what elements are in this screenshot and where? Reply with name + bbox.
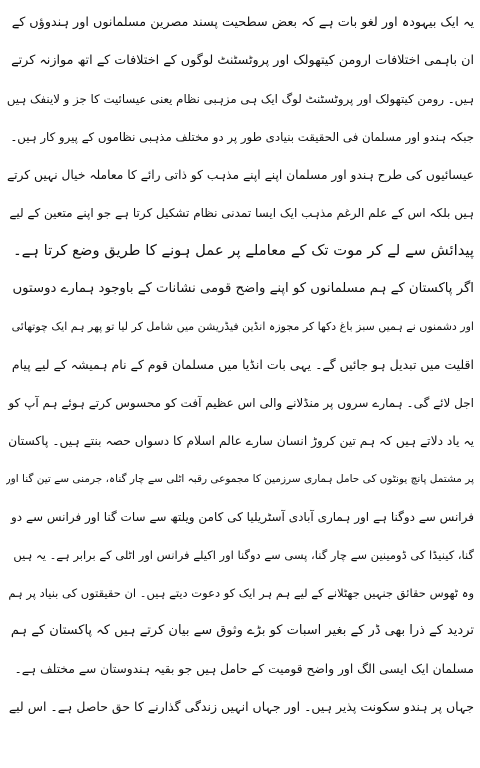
text-line: جبکہ ہندو اور مسلمان فی الحقیقت بنیادی طور پر دو مختلف مذہبی نظاموں کے پیرو کار ہیں۔: [10, 130, 474, 144]
text-line: اجل لائے گی۔ ہمارے سروں پر منڈلانے والی اس عظیم آفت کو محسوس کرتے ہوئے ہم آپ کو: [8, 396, 474, 410]
text-line: یہ ایک بیہودہ اور لغو بات ہے کہ بعض سطحیت پسند مصرین مسلمانوں اور ہندوؤں کے: [11, 15, 474, 30]
text-line: یہ یاد دلاتے ہیں کہ ہم تین کروڑ انسان سارے عالم اسلام کا دسواں حصہ بنتے ہیں۔ پاکستان: [8, 434, 474, 448]
text-line: پر مشتمل پانچ یونٹوں کی حامل ہماری سرزمین کا مجموعی رقبہ اٹلی سے چار گناہ، جرمنی سے تین گنا اور: [6, 473, 474, 485]
text-line: وہ ٹھوس حقائق جنہیں جھٹلانے کے لیے ہم ہر ایک کو دعوت دیتے ہیں۔ ان حقیقتوں کی بنیاد پر ہم: [8, 586, 474, 600]
text-line: ہیں بلکہ اس کے علم الرغم مذہب ایک ایسا تمدنی نظام تشکیل کرتا ہے جو اپنے متعین کے لیے: [9, 206, 474, 220]
text-line: فرانس سے دوگنا ہے اور ہماری آبادی آسٹریلیا کی کامن ویلتھ سے سات گنا اور فرانس سے دو: [11, 510, 474, 524]
text-line: جہاں پر ہندو سکونت پذیر ہیں۔ اور جہاں انہیں زندگی گذارنے کا حق حاصل ہے۔ اس لیے: [8, 699, 474, 714]
paragraph-2: [6, 270, 474, 726]
text-line: مسلمان ایک ایسی الگ اور واضح قومیت کے حامل ہیں جو بقیہ ہندوستان سے مختلف ہے۔: [14, 662, 474, 676]
paragraph-1: [6, 4, 474, 270]
text-line: اقلیت میں تبدیل ہو جائیں گے۔ یہی بات انڈیا میں مسلمان قوم کے نام ہمیشہ کے لیے پیام: [11, 357, 474, 372]
text-line: گنا، کینیڈا کی ڈومینین سے چار گنا، پسی سے دوگنا اور اکیلے فرانس اور اٹلی کے برابر ہے۔ یہ ہیں: [13, 548, 474, 562]
text-line: اگر پاکستان کے ہم مسلمانوں کو اپنے واضح قومی نشانات کے باوجود ہمارے دوستوں: [12, 281, 474, 296]
text-line: عیسائیوں کی طرح ہندو اور مسلمان اپنے اپنے مذہب کو ذاتی رائے کا معاملہ خیال نہیں کرتے: [6, 168, 474, 182]
text-line: پیدائش سے لے کر موت تک کے معاملے پر عمل ہونے کا طریق وضع کرتا ہے۔: [13, 242, 474, 259]
text-line: ہیں۔ رومن کیتھولک اور پروٹسٹنٹ لوگ ایک ہی مزہبی نظام یعنی عیسائیت کا جز و لاینفک ہیں: [6, 92, 474, 106]
text-line: اور دشمنوں نے ہمیں سبز باغ دکھا کر مجوزہ انڈین فیڈریشن میں شامل کر لیا تو پھر ہم ایک چوتھائی: [11, 320, 474, 333]
text-line: تردید کے ذرا بھی ڈر کے بغیر اسبات کو بڑے وثوق سے بیان کرتے ہیں کہ پاکستان کے ہم: [10, 623, 474, 638]
text-line: ان باہمی اختلافات ارومن کیتھولک اور پروٹسٹنٹ لوگوں کے اختلافات کے اتھ موازنہ کرتے: [11, 53, 474, 68]
